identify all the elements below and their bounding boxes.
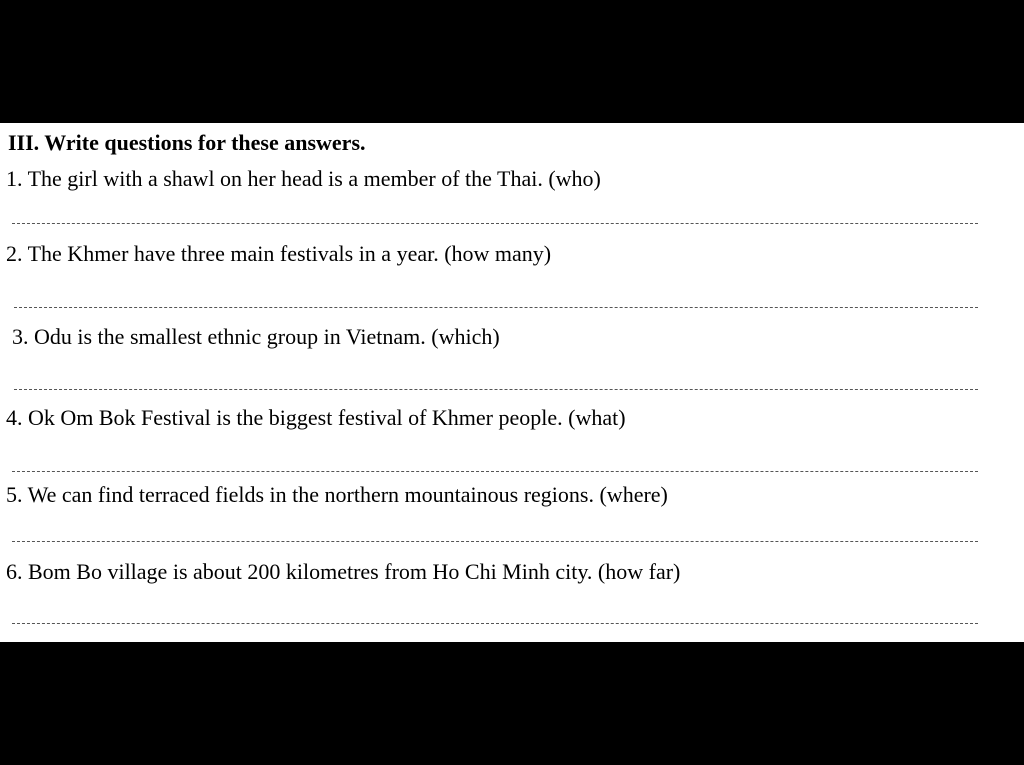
question-2: 2. The Khmer have three main festivals in a year. (how many) [6, 241, 552, 266]
question-4: 4. Ok Om Bok Festival is the biggest festival of Khmer people. (what) [6, 405, 626, 430]
answer-line-3[interactable] [14, 389, 978, 390]
answer-line-2[interactable] [14, 307, 978, 308]
answer-line-5[interactable] [12, 541, 978, 542]
question-5: 5. We can find terraced fields in the northern mountainous regions. (where) [6, 482, 668, 507]
question-3: 3. Odu is the smallest ethnic group in Vietnam. (which) [12, 324, 500, 349]
answer-line-1[interactable] [12, 223, 978, 224]
question-1: 1. The girl with a shawl on her head is a member of the Thai. (who) [6, 166, 601, 191]
answer-line-6[interactable] [12, 623, 978, 624]
answer-line-4[interactable] [12, 471, 978, 472]
worksheet-page [0, 123, 1024, 642]
worksheet-heading: III. Write questions for these answers. [8, 130, 366, 155]
question-6: 6. Bom Bo village is about 200 kilometres from Ho Chi Minh city. (how far) [6, 559, 681, 584]
